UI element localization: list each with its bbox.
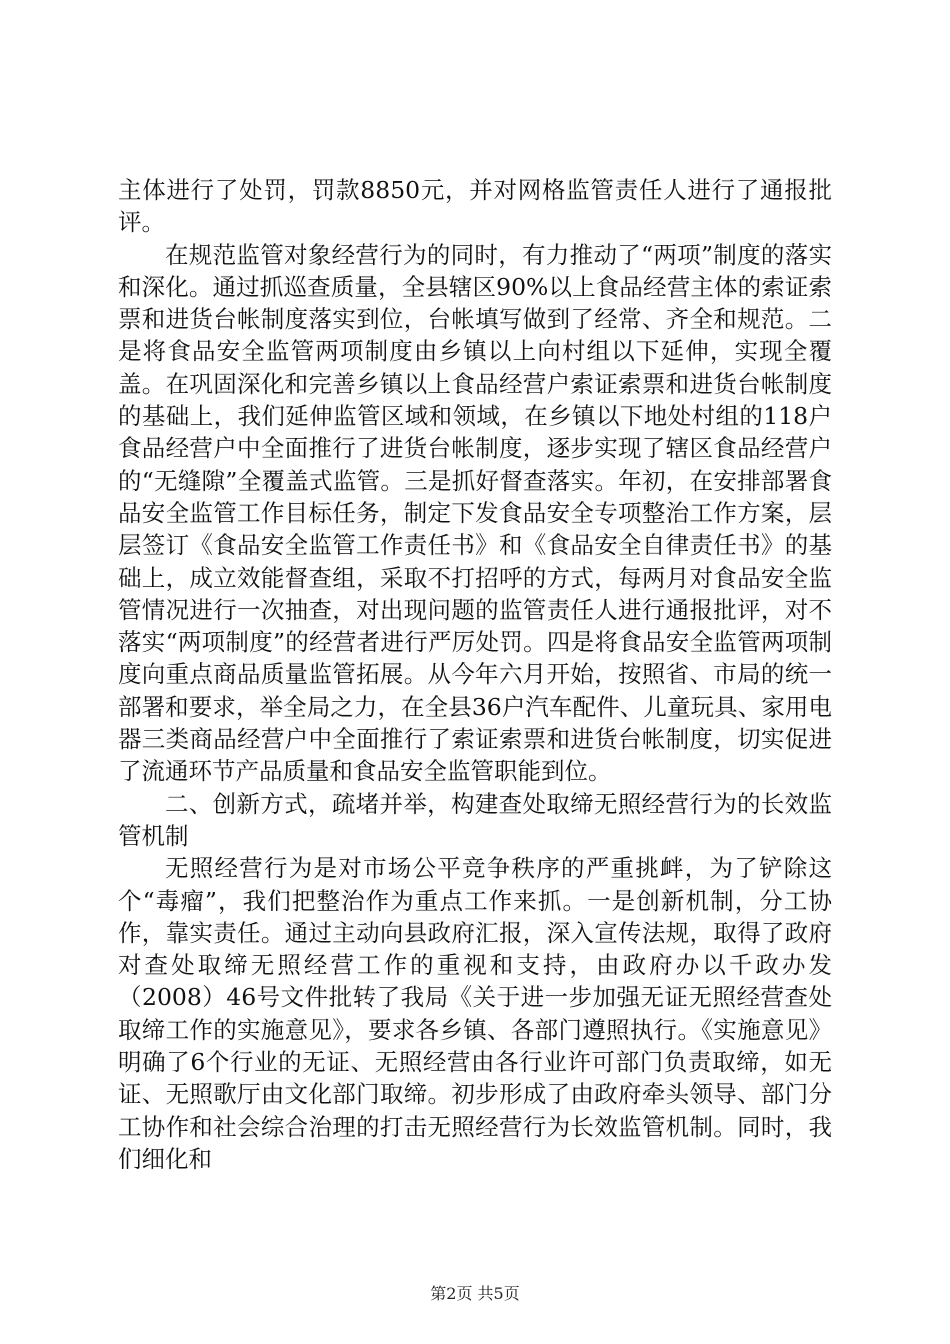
paragraph-two-systems: 在规范监管对象经营行为的同时，有力推动了“两项”制度的落实和深化。通过抓巡查质量，全县辖区90%以上食品经营主体的索证索票和进货台帐制度落实到位，台帐填写做到了经常、齐全和规范。二是将食品安全监管两项制度由乡镇以上向村组以下延伸，实现全覆盖。在巩固深化和完善乡镇以上食品经营户索证索票和进货台帐制度的基础上，我们延伸监管区域和领域，在乡镇以下地处村组的118户食品经营户中全面推行了进货台帐制度，逐步实现了辖区食品经营户的“无缝隙”全覆盖式监管。三是抓好督查落实。年初，在安排部署食品安全监管工作目标任务，制定下发食品安全专项整治工作方案，层层签订《食品安全监管工作责任书》和《食品安全自律责任书》的基础上，成立效能督查组，采取不打招呼的方式，每两月对食品安全监管情况进行一次抽查，对出现问题的监管责任人进行通报批评，对不落实“两项制度”的经营者进行严厉处罚。四是将食品安全监管两项制度向重点商品质量监管拓展。从今年六月开始，按照省、市局的统一部署和要求，举全局之力，在全县36户汽车配件、儿童玩具、家用电器三类商品经营户中全面推行了索证索票和进货台帐制度，切实促进了流通环节产品质量和食品安全监管职能到位。 xyxy=(118,240,832,786)
page-number-footer: 第2页 共5页 xyxy=(430,1284,520,1303)
paragraph-unlicensed-business: 无照经营行为是对市场公平竞争秩序的严重挑衅，为了铲除这个“毒瘤”，我们把整治作为重点工作来抓。一是创新机制，分工协作，靠实责任。通过主动向县政府汇报，深入宣传法规，取得了政府对查处取缔无照经营工作的重视和支持，由政府办以千政办发（2008）46号文件批转了我局《关于进一步加强无证无照经营查处取缔工作的实施意见》，要求各乡镇、各部门遵照执行。《实施意见》明确了6个行业的无证、无照经营由各行业许可部门负责取缔，如无证、无照歌厅由文化部门取缔。初步形成了由政府牵头领导、部门分工协作和社会综合治理的打击无照经营行为长效监管机制。同时，我们细化和 xyxy=(118,854,832,1173)
paragraph-continuation: 主体进行了处罚，罚款8850元，并对网格监管责任人进行了通报批评。 xyxy=(118,176,832,237)
document-body xyxy=(118,174,832,1175)
section-heading: 二、创新方式，疏堵并举，构建查处取缔无照经营行为的长效监管机制 xyxy=(118,789,832,850)
